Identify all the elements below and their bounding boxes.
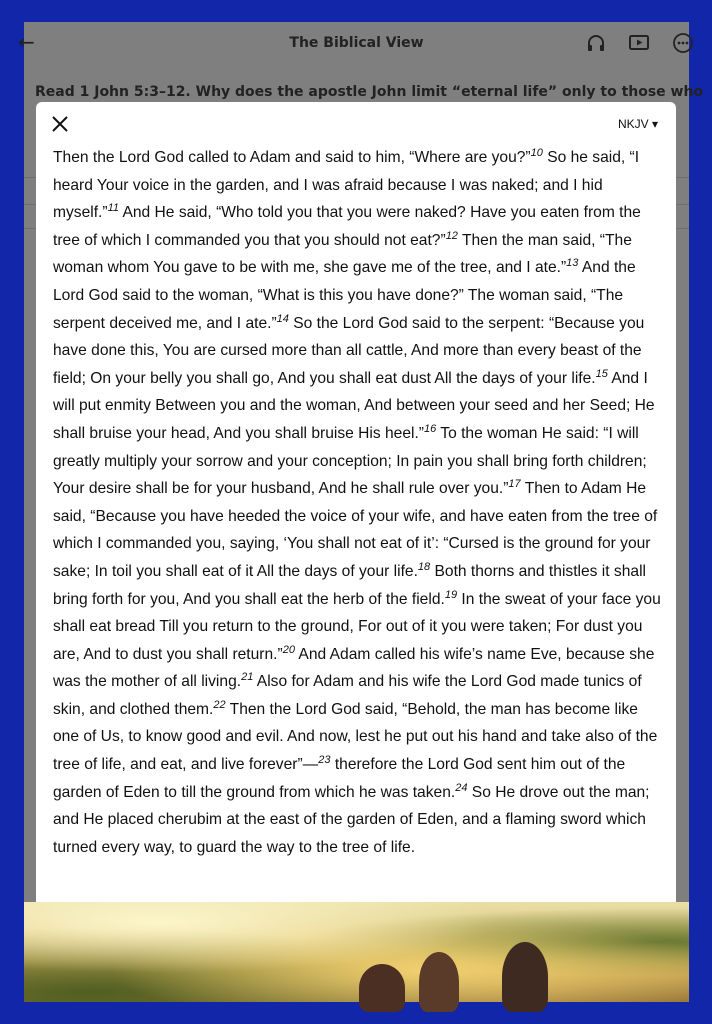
verse-number: 12 bbox=[445, 229, 458, 242]
verse-number: 14 bbox=[276, 312, 289, 325]
verse-number: 21 bbox=[241, 671, 254, 684]
verse-number: 22 bbox=[213, 698, 226, 711]
app-title: The Biblical View bbox=[289, 35, 424, 51]
verse-number: 11 bbox=[107, 202, 119, 214]
verse-number: 15 bbox=[595, 367, 608, 380]
close-icon[interactable] bbox=[50, 114, 70, 134]
verse-text: therefore the Lord God sent him out of the garden of Eden to till the ground from which he was taken. bbox=[53, 756, 626, 801]
verse-number: 19 bbox=[444, 588, 458, 601]
back-arrow-icon[interactable]: ← bbox=[18, 30, 35, 54]
banner-figure bbox=[419, 952, 459, 1012]
verse-number: 17 bbox=[508, 477, 521, 490]
verse-text: Then to Adam He said, “Because you have heeded the voice of your wife, and have eaten from the tree of which I commanded you, saying, ‘You shall not eat of it’: “Cursed is the ground for your sake; In toil you shall eat of it All the days of your life. bbox=[53, 480, 658, 580]
study-question: Read 1 John 5:3–12. Why does the apostle John limit “eternal life” only to those who bbox=[35, 84, 704, 100]
version-dropdown[interactable]: NKJV ▾ bbox=[617, 117, 658, 131]
headphones-icon[interactable] bbox=[586, 33, 606, 53]
verse-text: So He drove out the man; and He placed cherubim at the east of the garden of Eden, and a flaming sword which turned every way, to guard the way to the tree of life. bbox=[53, 783, 650, 856]
banner-figure bbox=[359, 964, 405, 1012]
verse-text: Then the man said, “The woman whom You gave to be with me, she gave me of the tree, and I ate.” bbox=[53, 231, 632, 277]
verse-text: In the sweat of your face you shall eat bread Till you return to the ground, For out of it you were taken; For dust you are, And to dust you shall return.” bbox=[53, 590, 661, 663]
verse-text: And Adam called his wife’s name Eve, because she was the mother of all living. bbox=[53, 645, 655, 691]
verse-number: 13 bbox=[566, 257, 579, 270]
video-icon[interactable] bbox=[628, 33, 650, 53]
verse-text: Both thorns and thistles it shall bring forth for you, And you shall eat the herb of the field. bbox=[53, 562, 647, 608]
top-bar bbox=[18, 22, 689, 64]
banner-figure bbox=[502, 942, 548, 1012]
verse-number: 10 bbox=[530, 146, 543, 159]
verse-text: So the Lord God said to the serpent: “Because you have done this, You are cursed more than all cattle, And more than every beast of the field; On your belly you shall go, And you shall eat dust All the days of your life. bbox=[53, 314, 645, 387]
verse-text: Then the Lord God said, “Behold, the man has become like one of Us, to know good and evil. And now, lest he put out his hand and take also of the tree of life, and eat, and live forever”— bbox=[53, 700, 658, 774]
verse-text: And He said, “Who told you that you were naked? Have you eaten from the tree of which I commanded you that you should not eat?” bbox=[53, 204, 641, 249]
more-icon[interactable] bbox=[672, 32, 694, 54]
verse-text: And the Lord God said to the woman, “What is this you have done?” The woman said, “The serpent deceived me, and I ate.” bbox=[53, 259, 636, 332]
passage-text bbox=[53, 144, 665, 861]
verse-number: 20 bbox=[282, 643, 295, 656]
verse-popup bbox=[36, 102, 676, 902]
verse-number: 18 bbox=[417, 560, 431, 573]
verse-number: 24 bbox=[455, 781, 468, 794]
verse-text: So he said, “I heard Your voice in the garden, and I was afraid because I was naked; and I hid myself.” bbox=[53, 149, 640, 222]
verse-number: 16 bbox=[424, 422, 437, 435]
verse-text: Also for Adam and his wife the Lord God made tunics of skin, and clothed them. bbox=[53, 673, 642, 718]
verse-text: To the woman He said: “I will greatly multiply your sorrow and your conception; In pain you shall bring forth children; Your desire shall be for your husband, And he shall rule over you.” bbox=[53, 424, 647, 498]
verse-number: 23 bbox=[318, 753, 331, 766]
verse-text: And I will put enmity Between you and the woman, And between your seed and her Seed; He shall bruise your head, And you shall bruise His heel.” bbox=[53, 369, 655, 442]
verse-text: Then the Lord God called to Adam and said to him, “Where are you?” bbox=[53, 149, 531, 166]
banner-image bbox=[24, 902, 689, 1002]
